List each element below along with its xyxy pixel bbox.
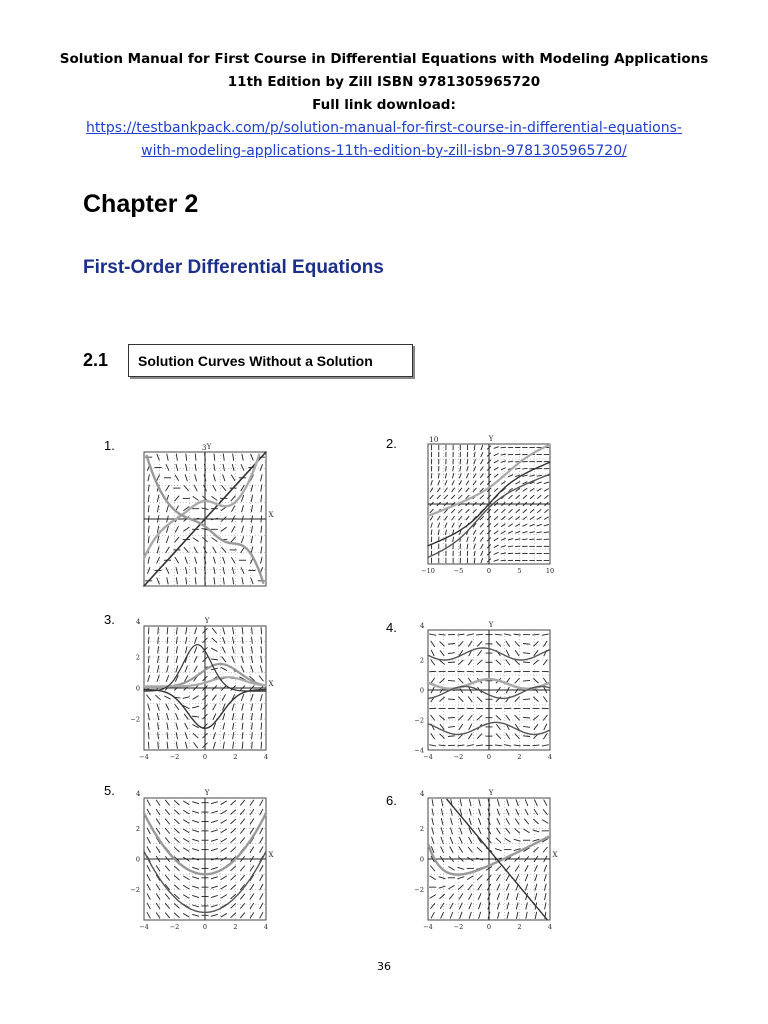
y-axis-label: Y xyxy=(204,617,210,625)
subsection-title-box xyxy=(128,344,413,377)
tick-label-top: 4 xyxy=(420,790,425,798)
header-title-line1: Solution Manual for First Course in Differential Equations with Modeling Applications xyxy=(59,51,709,67)
x-tick-label: −2 xyxy=(169,753,180,761)
y-tick-label: 0 xyxy=(135,684,140,693)
download-link[interactable] xyxy=(86,120,682,159)
download-link-line2[interactable]: with-modeling-applications-11th-edition-by-zill-isbn-9781305965720/ xyxy=(141,143,627,159)
tick-label-top: 10 xyxy=(429,435,439,444)
direction-field-plot-3 xyxy=(128,614,278,764)
y-tick-label: 2 xyxy=(135,653,140,662)
x-tick-label: 5 xyxy=(517,567,522,575)
plot-svg-1 xyxy=(128,440,278,600)
direction-field-plot-4 xyxy=(412,618,562,764)
x-tick-label: 4 xyxy=(263,753,269,761)
x-tick-label: 0 xyxy=(202,753,208,761)
plot-svg-6 xyxy=(412,786,562,934)
subsection-number: 2.1 xyxy=(83,350,109,370)
y-tick-label: 0 xyxy=(419,686,424,695)
header-title-line2: 11th Edition by Zill ISBN 9781305965720 xyxy=(227,74,541,90)
x-tick-label: 4 xyxy=(547,753,553,761)
plot-svg-3 xyxy=(128,614,278,764)
x-tick-label: 0 xyxy=(486,923,492,931)
solution-curve xyxy=(144,455,259,559)
document-header xyxy=(0,48,768,163)
x-tick-label: −2 xyxy=(453,753,464,761)
tick-label-top: 4 xyxy=(420,622,425,630)
y-axis-label: Y xyxy=(206,443,212,451)
y-tick-label: −2 xyxy=(130,886,140,894)
y-tick-label: −4 xyxy=(414,746,424,755)
y-axis-label: Y xyxy=(488,435,494,443)
download-link-line1[interactable]: https://testbankpack.com/p/solution-manual-for-first-course-in-differential-equations- xyxy=(86,120,682,136)
problem-number-4: 4. xyxy=(386,620,397,635)
y-tick-label: 0 xyxy=(135,855,140,864)
tick-label-top: 4 xyxy=(136,618,141,626)
x-tick-label: 10 xyxy=(545,567,555,575)
x-tick-label: −5 xyxy=(453,567,464,575)
page-number: 36 xyxy=(377,960,391,973)
y-tick-label: 2 xyxy=(419,656,424,665)
y-axis-label: Y xyxy=(488,621,494,629)
plot-svg-4 xyxy=(412,618,562,764)
problem-number-2: 2. xyxy=(386,436,397,451)
y-tick-label: −2 xyxy=(130,715,140,724)
x-tick-label: −10 xyxy=(421,567,435,575)
x-tick-label: −4 xyxy=(423,753,433,761)
x-tick-label: −4 xyxy=(139,753,149,761)
section-title: First-Order Differential Equations xyxy=(83,257,384,278)
plot-svg-2 xyxy=(412,432,562,578)
direction-field-plot-6 xyxy=(412,786,562,934)
header-download-label: Full link download: xyxy=(312,97,456,113)
chapter-title: Chapter 2 xyxy=(83,190,199,218)
x-tick-label: −2 xyxy=(169,923,180,931)
problem-number-1: 1. xyxy=(104,438,115,453)
y-axis-label: Y xyxy=(204,789,210,797)
x-tick-label: 0 xyxy=(486,753,492,761)
y-tick-label: −2 xyxy=(414,886,424,894)
y-tick-label: 2 xyxy=(135,825,140,833)
tick-label-top: 4 xyxy=(136,790,141,798)
direction-field-plot-5 xyxy=(128,786,278,934)
y-tick-label: 0 xyxy=(419,855,424,864)
subsection-title: Solution Curves Without a Solution xyxy=(138,352,373,369)
x-tick-label: 0 xyxy=(486,567,492,575)
problem-number-6: 6. xyxy=(386,793,397,808)
x-tick-label: −2 xyxy=(453,923,464,931)
x-tick-label: 2 xyxy=(233,923,238,931)
x-axis-label: X xyxy=(268,511,274,519)
x-axis-label: X xyxy=(268,680,274,688)
x-tick-label: 4 xyxy=(547,923,553,931)
problem-number-3: 3. xyxy=(104,612,115,627)
plot-svg-5 xyxy=(128,786,278,934)
x-tick-label: 2 xyxy=(233,753,238,761)
direction-field-plot-1 xyxy=(128,440,278,600)
x-tick-label: 0 xyxy=(202,923,208,931)
problem-number-5: 5. xyxy=(104,783,115,798)
x-tick-label: −4 xyxy=(423,923,433,931)
x-tick-label: 2 xyxy=(517,923,522,931)
x-axis-label: X xyxy=(552,851,558,859)
x-tick-label: −4 xyxy=(139,923,149,931)
y-axis-label: Y xyxy=(488,789,494,797)
y-tick-label: −2 xyxy=(414,716,424,725)
y-tick-label: 2 xyxy=(419,825,424,833)
tick-label-top: 3 xyxy=(202,444,207,452)
x-tick-label: 4 xyxy=(263,923,269,931)
x-tick-label: 2 xyxy=(517,753,522,761)
x-axis-label: X xyxy=(268,851,274,859)
direction-field-plot-2 xyxy=(412,432,562,578)
